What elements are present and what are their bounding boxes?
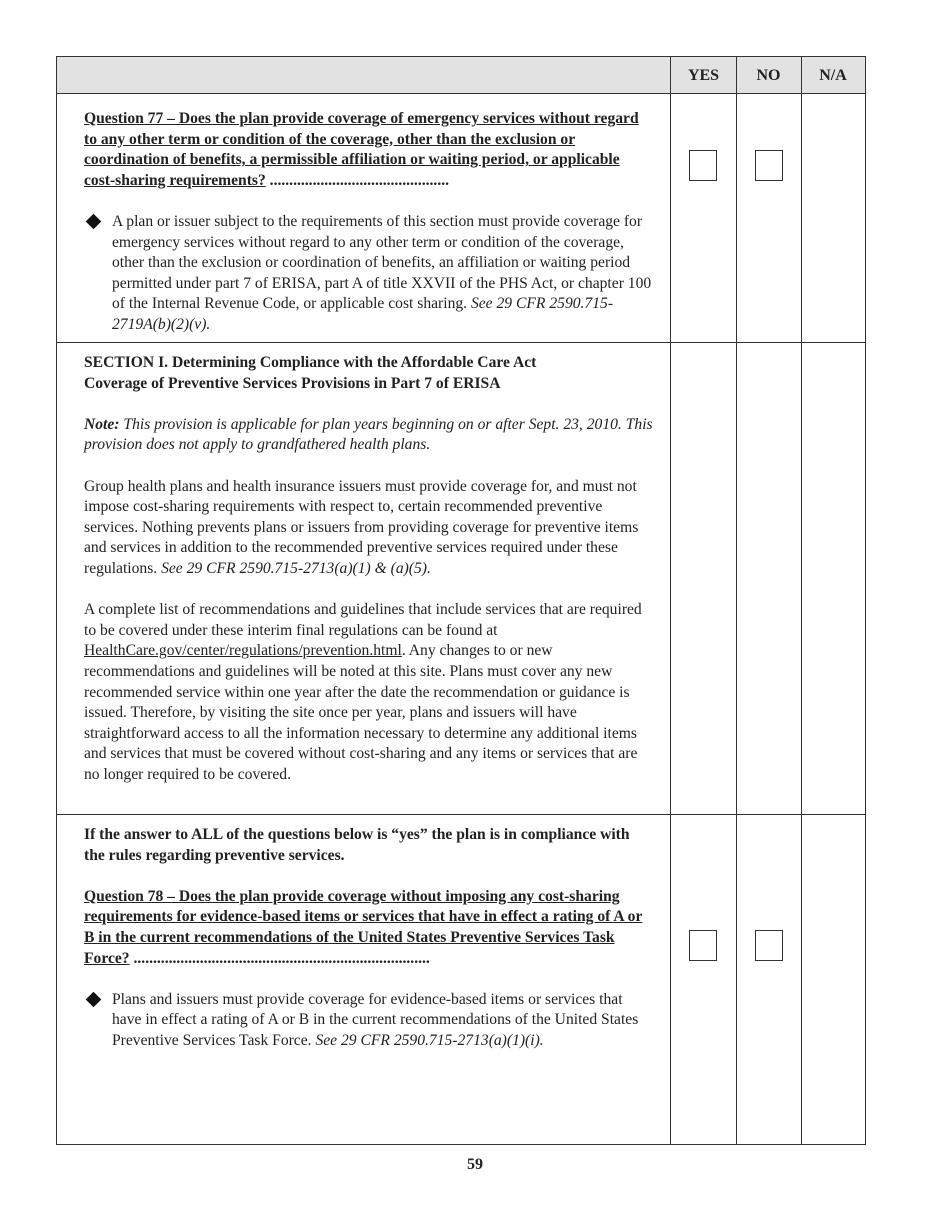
question-78-row bbox=[84, 825, 654, 1052]
question-78-text: Question 78 – Does the plan provide coverage without imposing any cost-sharing requirements for evidence-based items or services that have in effect a rating of A or B in the current recommendations of the United States Preventive Services Task Force? ............................................................................ bbox=[84, 887, 643, 967]
na-column-header: N/A bbox=[819, 67, 847, 84]
diamond-bullet-icon bbox=[86, 214, 102, 230]
page-number: 59 bbox=[467, 1156, 483, 1173]
question-77-yes-checkbox[interactable] bbox=[689, 150, 717, 181]
question-78-yes-checkbox[interactable] bbox=[689, 930, 717, 961]
row-divider bbox=[57, 342, 865, 343]
section-i-paragraph-2: A complete list of recommendations and guidelines that include services that are required to be covered under these interim final regulations can be found at HealthCare.gov/center/regulations/prevention.html. Any changes to or new recommendations and guidelines will be noted at this site. Plans must cover any new recommended service within one year after the date the recommendation or guidance is issued. Therefore, by visiting the site once per year, plans and issuers will have straightforward access to all the information necessary to determine any additional items and services that must be covered without cost-sharing and any items or services that are no longer required to be covered. bbox=[84, 601, 642, 783]
question-77-no-checkbox[interactable] bbox=[755, 150, 783, 181]
section-i-row bbox=[84, 353, 654, 785]
yes-column-header: YES bbox=[687, 67, 720, 84]
question-78-no-checkbox[interactable] bbox=[755, 930, 783, 961]
question-77-row bbox=[84, 109, 654, 336]
prevention-guidelines-link[interactable]: HealthCare.gov/center/regulations/prevention.html bbox=[84, 642, 402, 660]
diamond-bullet-icon bbox=[86, 991, 102, 1007]
section-i-note: Note: This provision is applicable for plan years beginning on or after Sept. 23, 2010. This provision does not apply to grandfathered health plans. bbox=[84, 415, 653, 454]
section-i-title: SECTION I. Determining Compliance with the Affordable Care Act Coverage of Preventive Services Provisions in Part 7 of ERISA bbox=[84, 354, 537, 392]
column-divider bbox=[801, 57, 802, 1144]
compliance-checklist-table bbox=[56, 56, 866, 1145]
question-78-bullet: Plans and issuers must provide coverage for evidence-based items or services that have in effect a rating of A or B in the current recommendations of the United States Preventive Services Task Force. See 29 CFR 2590.715-2713(a)(1)(i). bbox=[84, 990, 654, 1052]
question-77-text: Question 77 – Does the plan provide coverage of emergency services without regard to any other term or condition of the coverage, other than the exclusion or coordination of benefits, a permissible affiliation or waiting period, or applicable cost-sharing requirements? .............................................. bbox=[84, 110, 639, 189]
column-divider bbox=[736, 57, 737, 1144]
column-divider bbox=[670, 57, 671, 1144]
section-i-paragraph-1: Group health plans and health insurance issuers must provide coverage for, and must not impose cost-sharing requirements with respect to, certain recommended preventive services. Nothing prevents plans or issuers from providing coverage for preventive items and services in addition to the recommended preventive services required under these regulations. See 29 CFR 2590.715-2713(a)(1) & (a)(5). bbox=[84, 477, 639, 577]
question-78-intro: If the answer to ALL of the questions below is “yes” the plan is in compliance with the rules regarding preventive services. bbox=[84, 826, 630, 864]
no-column-header: NO bbox=[756, 67, 781, 84]
table-header bbox=[57, 57, 865, 94]
question-77-bullet: A plan or issuer subject to the requirements of this section must provide coverage for emergency services without regard to any other term or condition of the coverage, other than the exclusion or coordination of benefits, an affiliation or waiting period permitted under part 7 of ERISA, part A of title XXVII of the PHS Act, or chapter 100 of the Internal Revenue Code, or applicable cost sharing. See 29 CFR 2590.715-2719A(b)(2)(v). bbox=[84, 212, 654, 336]
row-divider bbox=[57, 814, 865, 815]
